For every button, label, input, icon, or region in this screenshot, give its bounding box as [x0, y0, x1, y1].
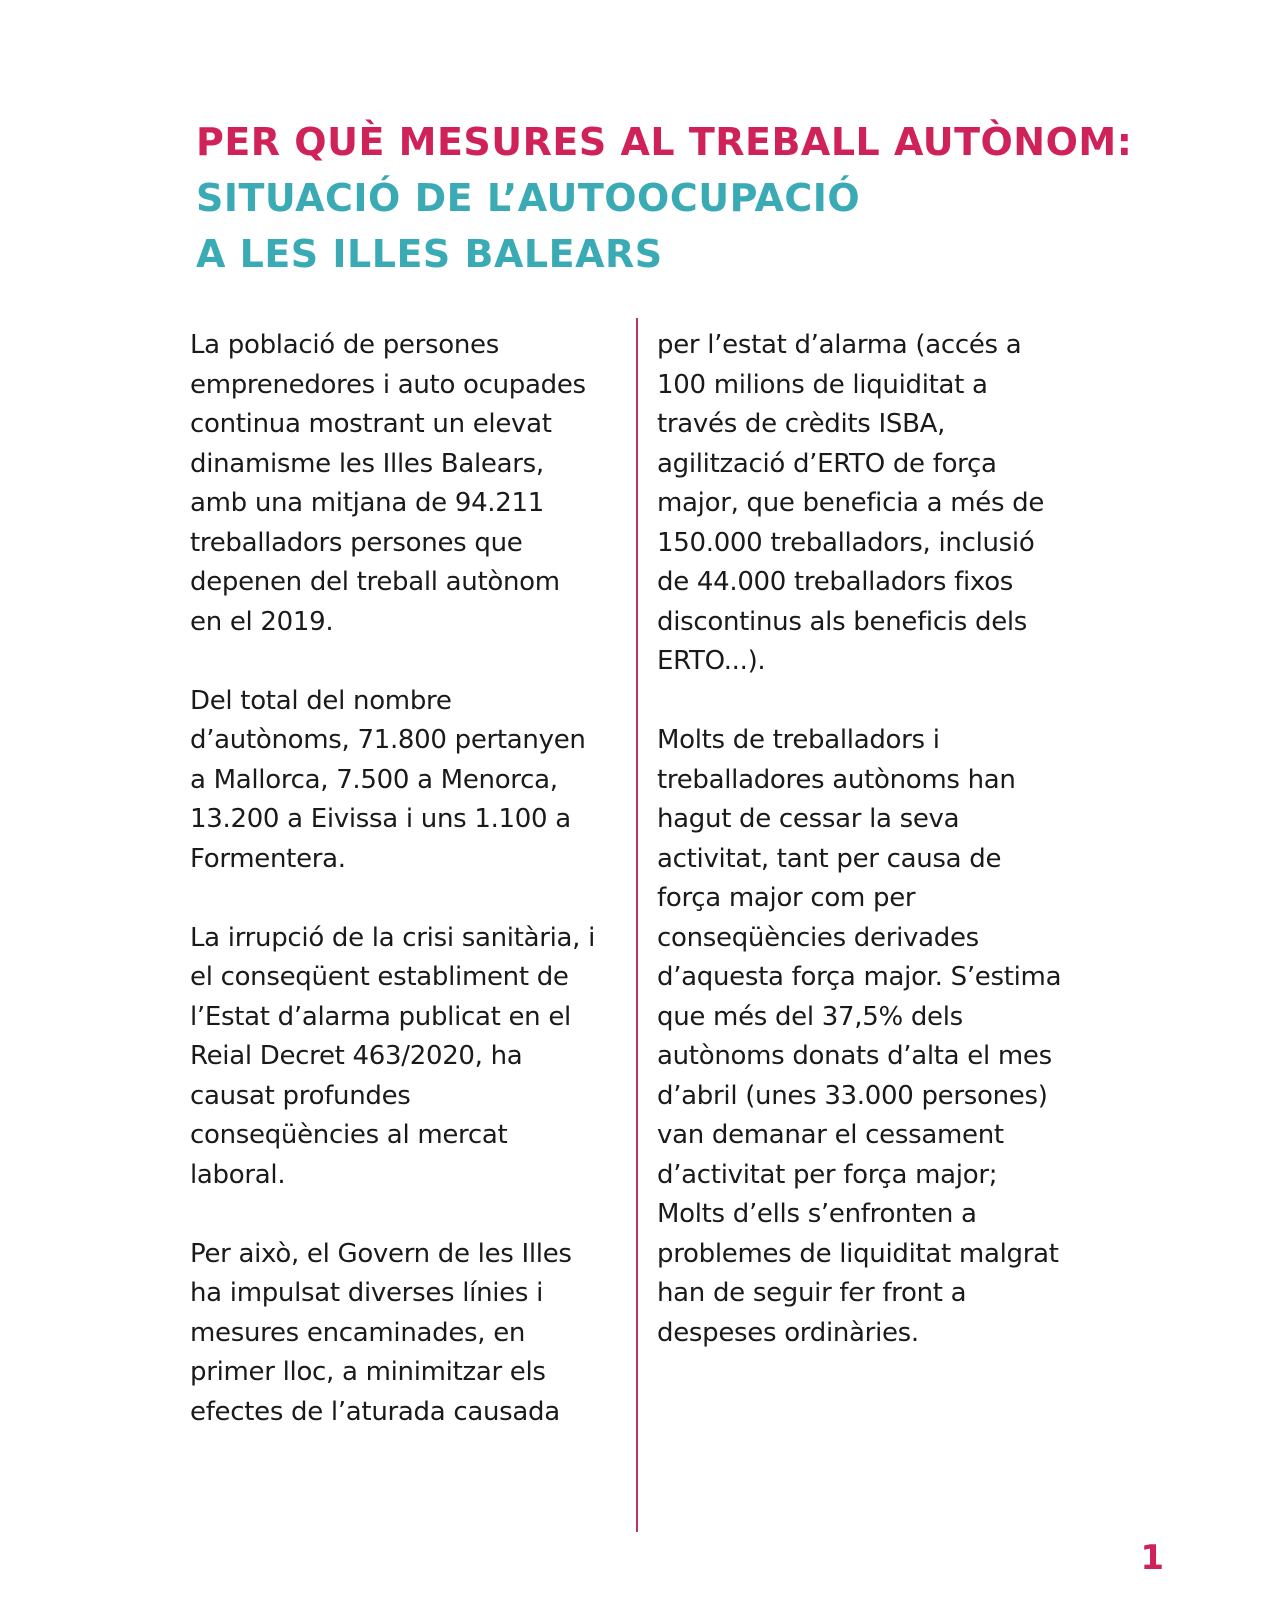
text-line: La població de persones: [190, 330, 499, 360]
right-column: [657, 326, 1087, 1393]
text-line: d’aquesta força major. S’estima: [657, 962, 1062, 992]
text-line: de 44.000 treballadors fixos: [657, 567, 1014, 597]
text-line: treballadores autònoms han: [657, 764, 1016, 795]
text-line: per l’estat d’alarma (accés a: [657, 330, 1022, 360]
text-line: autònoms donats d’alta el mes: [657, 1041, 1052, 1071]
text-line: ha impulsat diverses línies i: [190, 1278, 544, 1308]
text-line: en el 2019.: [190, 606, 334, 637]
text-line: La irrupció de la crisi sanitària, i: [190, 922, 596, 953]
text-line: dinamisme les Illes Balears,: [190, 448, 544, 479]
text-line: Molts de treballadors i: [657, 725, 940, 755]
text-line: primer lloc, a minimitzar els: [190, 1357, 546, 1387]
text-line: d’abril (unes 33.000 persones): [657, 1080, 1048, 1111]
text-line: Reial Decret 463/2020, ha: [190, 1041, 523, 1071]
page-title: [196, 114, 1196, 282]
paragraph: [190, 919, 610, 1196]
text-line: d’activitat per força major;: [657, 1159, 998, 1190]
paragraph: [190, 1235, 610, 1433]
text-line: agilització d’ERTO de força: [657, 448, 997, 479]
text-line: mesures encaminades, en: [190, 1317, 526, 1348]
text-line: activitat, tant per causa de: [657, 843, 1002, 874]
paragraph: [190, 326, 610, 642]
text-line: hagut de cessar la seva: [657, 804, 960, 834]
text-line: van demanar el cessament: [657, 1120, 1004, 1150]
text-line: ERTO...).: [657, 646, 766, 676]
text-line: han de seguir fer front a: [657, 1278, 967, 1308]
paragraph: [657, 721, 1087, 1353]
text-line: Per això, el Govern de les Illes: [190, 1238, 572, 1269]
text-line: major, que beneficia a més de: [657, 488, 1045, 518]
text-line: depenen del treball autònom: [190, 567, 560, 597]
text-line: problemes de liquiditat malgrat: [657, 1238, 1059, 1269]
text-line: 100 milions de liquiditat a: [657, 369, 988, 400]
text-line: conseqüències derivades: [657, 922, 979, 953]
title-line-3: A LES ILLES BALEARS: [196, 232, 663, 276]
text-line: l’Estat d’alarma publicat en el: [190, 1001, 571, 1032]
text-line: 13.200 a Eivissa i uns 1.100 a: [190, 804, 571, 834]
page-number: 1: [1140, 1538, 1164, 1578]
text-line: a Mallorca, 7.500 a Menorca,: [190, 764, 558, 795]
text-line: el conseqüent establiment de: [190, 962, 569, 992]
text-line: despeses ordinàries.: [657, 1317, 919, 1348]
text-line: laboral.: [190, 1159, 286, 1190]
left-column: [190, 326, 610, 1472]
text-line: treballadors persones que: [190, 527, 523, 558]
text-line: que més del 37,5% dels: [657, 1001, 963, 1032]
text-line: 150.000 treballadors, inclusió: [657, 527, 1035, 558]
column-divider: [636, 318, 638, 1532]
title-line-2: SITUACIÓ DE L’AUTOOCUPACIÓ: [196, 176, 861, 220]
paragraph: [190, 682, 610, 880]
text-line: força major com per: [657, 883, 916, 913]
text-line: conseqüències al mercat: [190, 1120, 508, 1150]
title-line-1: PER QUÈ MESURES AL TREBALL AUTÒNOM:: [196, 120, 1133, 164]
text-line: amb una mitjana de 94.211: [190, 488, 544, 518]
text-line: emprenedores i auto ocupades: [190, 369, 586, 400]
paragraph: [657, 326, 1087, 682]
text-line: d’autònoms, 71.800 pertanyen: [190, 725, 586, 755]
text-line: discontinus als beneficis dels: [657, 606, 1028, 637]
text-line: través de crèdits ISBA,: [657, 409, 946, 439]
text-line: Del total del nombre: [190, 685, 452, 716]
text-line: Molts d’ells s’enfronten a: [657, 1199, 977, 1229]
text-line: efectes de l’aturada causada: [190, 1396, 560, 1427]
text-line: continua mostrant un elevat: [190, 409, 552, 439]
text-line: causat profundes: [190, 1080, 411, 1111]
text-line: Formentera.: [190, 843, 346, 874]
